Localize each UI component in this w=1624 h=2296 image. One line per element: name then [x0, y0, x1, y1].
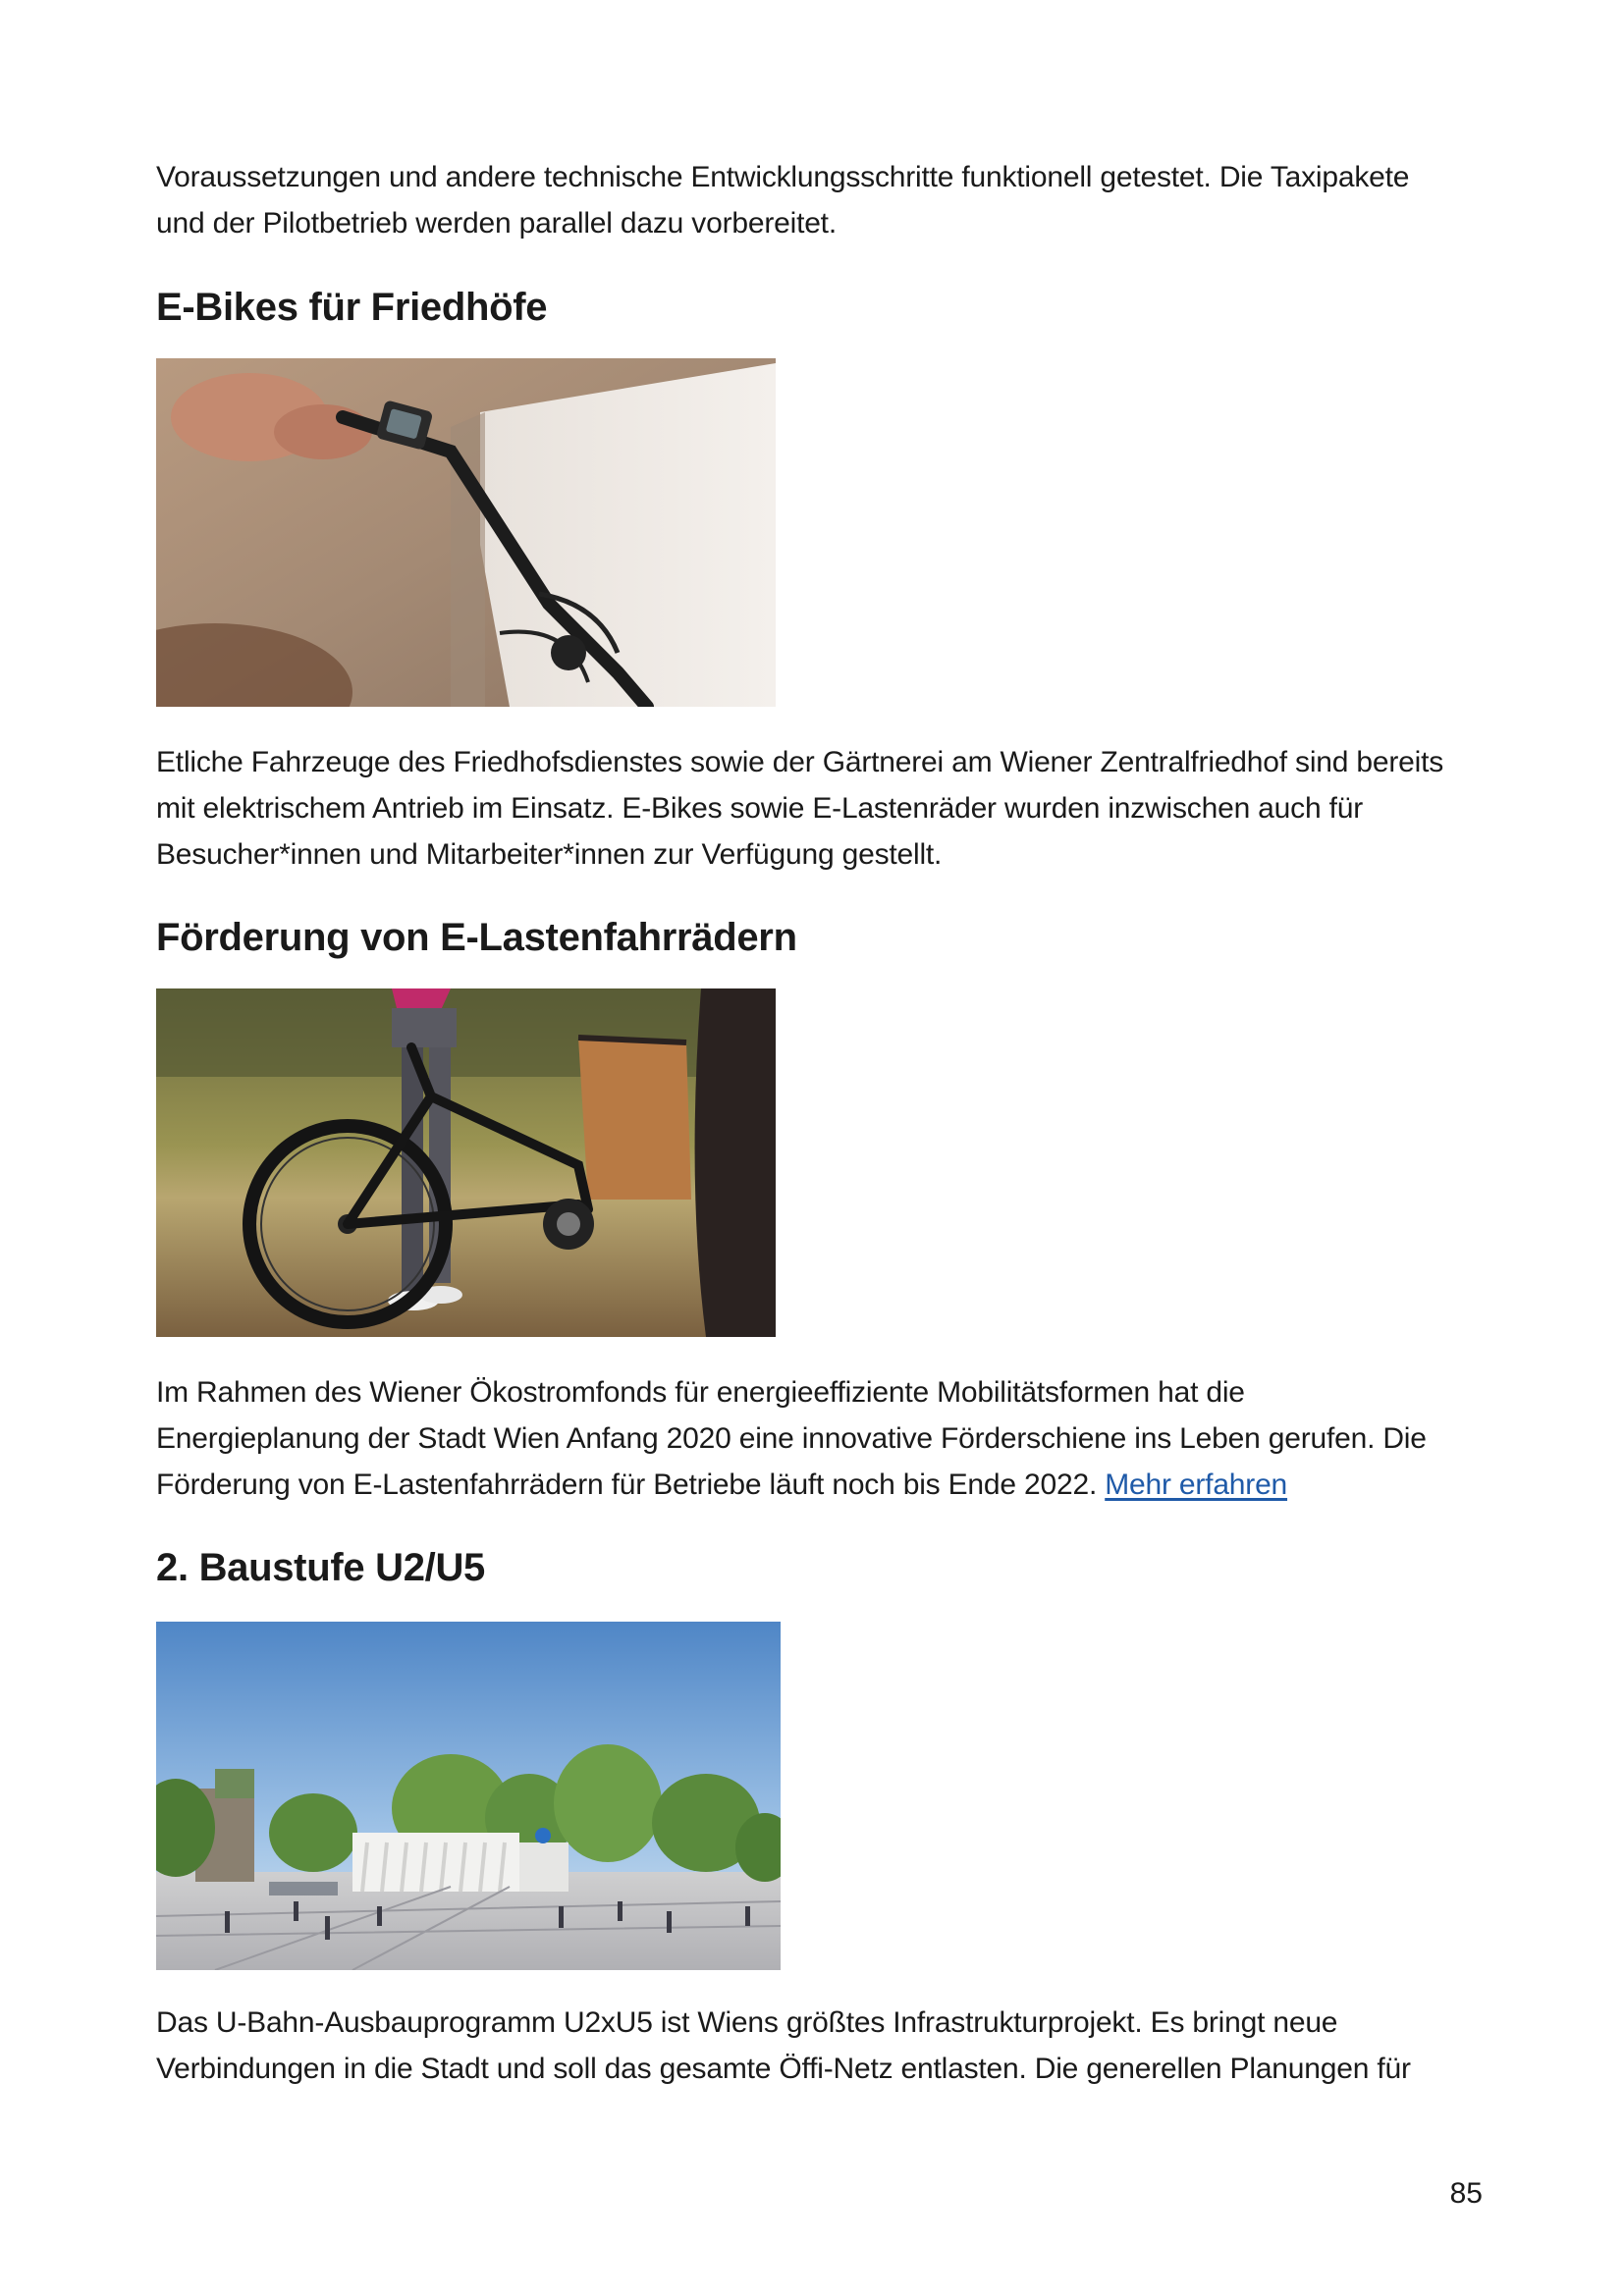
document-page [156, 0, 1472, 2296]
e-bike-handlebar-photo [156, 358, 776, 707]
e-bikes-paragraph: Etliche Fahrzeuge des Friedhofsdienstes sowie der Gärtnerei am Wiener Zentralfriedhof sind bereits mit elektrischem Antrieb im Einsatz. E-Bikes sowie E-Lastenräder wurden inzwischen auch für Besucher*innen und Mitarbeiter*innen zur Verfügung gestellt. [156, 746, 1444, 871]
intro-paragraph: Voraussetzungen und andere technische Entwicklungsschritte funktionell getestet. Die Taxipakete und der Pilotbetrieb werden parallel dazu vorbereitet. [156, 161, 1410, 240]
u-bahn-station-rendering [156, 1622, 781, 1970]
foerderung-paragraph: Im Rahmen des Wiener Ökostromfonds für energieeffiziente Mobilitätsformen hat die Energieplanung der Stadt Wien Anfang 2020 eine innovative Förderschiene ins Leben gerufen. Die Förderung von E-Lastenfahrrädern für Betriebe läuft noch bis Ende 2022. Mehr erfahren [156, 1376, 1427, 1501]
page-number: 85 [1449, 2177, 1483, 2210]
baustufe-paragraph: Das U-Bahn-Ausbauprogramm U2xU5 ist Wiens größtes Infrastrukturprojekt. Es bringt neue Verbindungen in die Stadt und soll das gesamte Öffi-Netz entlasten. Die generellen Planungen für [156, 2006, 1411, 2085]
cargo-bike-photo [156, 988, 776, 1337]
mehr-erfahren-link[interactable]: Mehr erfahren [1105, 1468, 1288, 1501]
heading-foerderung-e-lastenfahrraeder: Förderung von E-Lastenfahrrädern [156, 916, 797, 959]
heading-e-bikes-friedhoefe: E-Bikes für Friedhöfe [156, 286, 548, 329]
heading-baustufe-u2-u5: 2. Baustufe U2/U5 [156, 1546, 485, 1589]
